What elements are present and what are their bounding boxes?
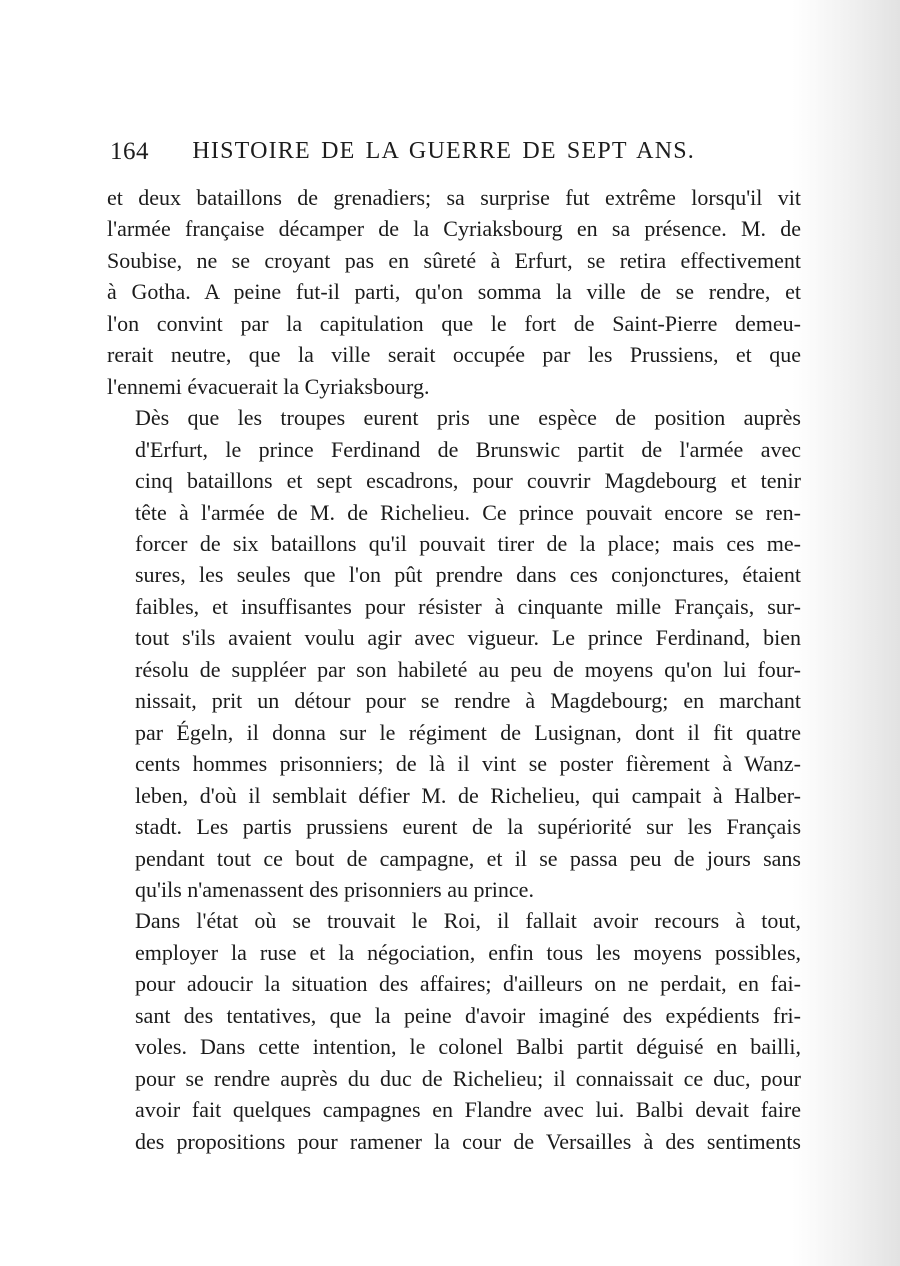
paragraph bbox=[107, 182, 801, 402]
text-line: par Égeln, il donna sur le régiment de Lusignan, dont il fit quatre bbox=[135, 719, 801, 745]
text-line: nissait, prit un détour pour se rendre à Magdebourg; en marchant bbox=[135, 688, 801, 714]
running-title: HISTOIRE DE LA GUERRE DE SEPT ANS. bbox=[192, 138, 695, 164]
text-line: cinq bataillons et sept escadrons, pour couvrir Magdebourg et tenir bbox=[135, 468, 801, 494]
body-text bbox=[107, 182, 801, 1157]
text-line: leben, d'où il semblait défier M. de Richelieu, qui campait à Halber- bbox=[135, 782, 801, 808]
text-line: qu'ils n'amenassent des prisonniers au prince. bbox=[135, 876, 534, 902]
text-line: à Gotha. A peine fut-il parti, qu'on somma la ville de se rendre, et bbox=[107, 279, 801, 305]
paragraph bbox=[107, 905, 801, 1157]
text-line: des propositions pour ramener la cour de Versailles à des sentiments bbox=[135, 1128, 801, 1154]
text-line: faibles, et insuffisantes pour résister à cinquante mille Français, sur- bbox=[135, 593, 801, 619]
text-line: tête à l'armée de M. de Richelieu. Ce prince pouvait encore se ren- bbox=[135, 499, 801, 525]
text-line: cents hommes prisonniers; de là il vint se poster fièrement à Wanz- bbox=[135, 751, 801, 777]
text-line: Dès que les troupes eurent pris une espèce de position auprès bbox=[135, 405, 801, 431]
text-line: l'on convint par la capitulation que le fort de Saint-Pierre demeu- bbox=[107, 310, 801, 336]
text-line: stadt. Les partis prussiens eurent de la supériorité sur les Français bbox=[135, 814, 801, 840]
text-line: pendant tout ce bout de campagne, et il se passa peu de jours sans bbox=[135, 845, 801, 871]
text-line: et deux bataillons de grenadiers; sa surprise fut extrême lorsqu'il vit bbox=[107, 185, 801, 210]
text-line: l'armée française décamper de la Cyriaksbourg en sa présence. M. de bbox=[107, 216, 801, 242]
text-line: pour se rendre auprès du duc de Richelieu; il connaissait ce duc, pour bbox=[135, 1065, 801, 1091]
text-line: d'Erfurt, le prince Ferdinand de Brunswic partit de l'armée avec bbox=[135, 436, 801, 462]
text-line: Soubise, ne se croyant pas en sûreté à Erfurt, se retira effectivement bbox=[107, 247, 801, 273]
text-line: Dans l'état où se trouvait le Roi, il fallait avoir recours à tout, bbox=[135, 908, 801, 934]
text-line: l'ennemi évacuerait la Cyriaksbourg. bbox=[107, 373, 430, 399]
text-line: voles. Dans cette intention, le colonel Balbi partit déguisé en bailli, bbox=[135, 1034, 801, 1060]
page-number: 164 bbox=[110, 138, 149, 165]
running-head bbox=[110, 138, 695, 168]
text-line: rerait neutre, que la ville serait occupée par les Prussiens, et que bbox=[107, 342, 801, 368]
text-line: pour adoucir la situation des affaires; d'ailleurs on ne perdait, en fai- bbox=[135, 971, 801, 997]
text-line: résolu de suppléer par son habileté au peu de moyens qu'on lui four- bbox=[135, 656, 801, 682]
text-line: tout s'ils avaient voulu agir avec vigueur. Le prince Ferdinand, bien bbox=[135, 625, 801, 651]
paragraph bbox=[107, 402, 801, 905]
text-line: employer la ruse et la négociation, enfin tous les moyens possibles, bbox=[135, 939, 801, 965]
text-line: sures, les seules que l'on pût prendre dans ces conjonctures, étaient bbox=[135, 562, 801, 588]
text-line: sant des tentatives, que la peine d'avoir imaginé des expédients fri- bbox=[135, 1002, 801, 1028]
text-line: avoir fait quelques campagnes en Flandre avec lui. Balbi devait faire bbox=[135, 1097, 801, 1123]
text-line: forcer de six bataillons qu'il pouvait tirer de la place; mais ces me- bbox=[135, 530, 801, 556]
